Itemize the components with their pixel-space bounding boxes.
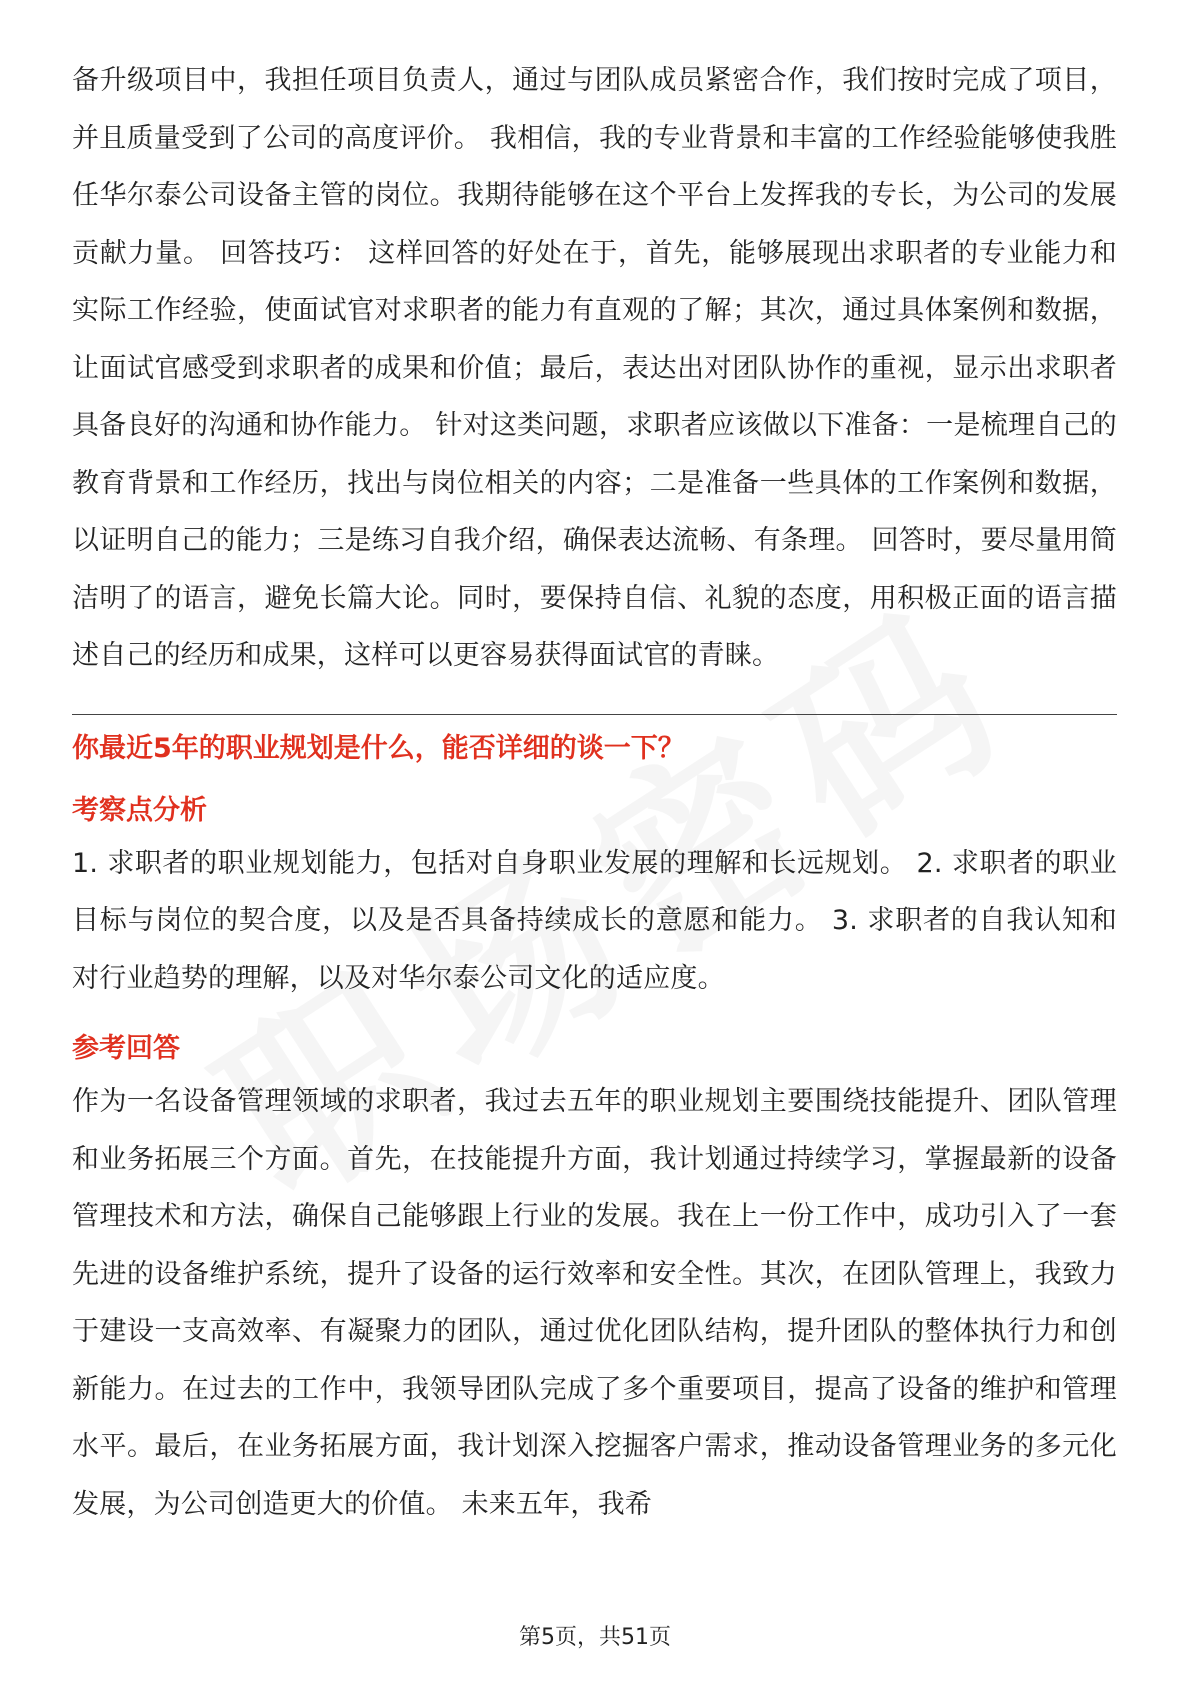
page-number-footer: 第5页，共51页 — [519, 1625, 671, 1650]
analysis-paragraph: 1. 求职者的职业规划能力，包括对自身职业发展的理解和长远规划。 2. 求职者的职业目标与岗位的契合度，以及是否具备持续成长的意愿和能力。 3. 求职者的自我认知和对行业趋势的理解，以及对华尔泰公司文化的适应度。 — [72, 847, 1117, 994]
section-divider — [72, 714, 1117, 715]
page-content — [72, 52, 1117, 1533]
analysis-heading: 考察点分析 — [72, 794, 207, 826]
question-heading: 你最近5年的职业规划是什么，能否详细的谈一下？ — [72, 732, 685, 764]
intro-paragraph: 备升级项目中，我担任项目负责人，通过与团队成员紧密合作，我们按时完成了项目，并且质量受到了公司的高度评价。 我相信，我的专业背景和丰富的工作经验能够使我胜任华尔泰公司设备主管的岗位。我期待能够在这个平台上发挥我的专长，为公司的发展贡献力量。 回答技巧： 这样回答的好处在于，首先，能够展现出求职者的专业能力和实际工作经验，使面试官对求职者的能力有直观的了解；其次，通过具体案例和数据，让面试官感受到求职者的成果和价值；最后，表达出对团队协作的重视，显示出求职者具备良好的沟通和协作能力。 针对这类问题，求职者应该做以下准备：一是梳理自己的教育背景和工作经历，找出与岗位相关的内容；二是准备一些具体的工作案例和数据，以证明自己的能力；三是练习自我介绍，确保表达流畅、有条理。 回答时，要尽量用简洁明了的语言，避免长篇大论。同时，要保持自信、礼貌的态度，用积极正面的语言描述自己的经历和成果，这样可以更容易获得面试官的青睐。 — [72, 65, 1117, 671]
answer-paragraph: 作为一名设备管理领域的求职者，我过去五年的职业规划主要围绕技能提升、团队管理和业务拓展三个方面。首先，在技能提升方面，我计划通过持续学习，掌握最新的设备管理技术和方法，确保自己能够跟上行业的发展。我在上一份工作中，成功引入了一套先进的设备维护系统，提升了设备的运行效率和安全性。其次，在团队管理上，我致力于建设一支高效率、有凝聚力的团队，通过优化团队结构，提升团队的整体执行力和创新能力。在过去的工作中，我领导团队完成了多个重要项目，提高了设备的维护和管理水平。最后，在业务拓展方面，我计划深入挖掘客户需求，推动设备管理业务的多元化发展，为公司创造更大的价值。 未来五年，我希 — [72, 1086, 1117, 1520]
answer-heading: 参考回答 — [72, 1033, 180, 1064]
